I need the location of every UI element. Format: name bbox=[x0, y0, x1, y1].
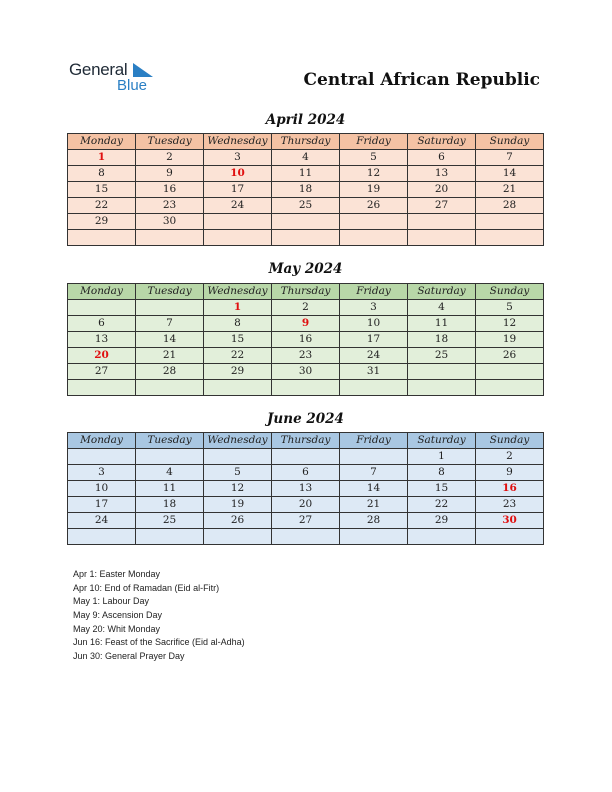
day-cell: 10 bbox=[340, 316, 408, 332]
day-cell bbox=[68, 300, 136, 316]
day-cell: 12 bbox=[476, 316, 544, 332]
week-row bbox=[68, 465, 544, 481]
day-cell: 28 bbox=[340, 513, 408, 529]
day-cell: 14 bbox=[476, 166, 544, 182]
logo-triangle-icon bbox=[133, 63, 157, 77]
month-title-april: April 2024 bbox=[265, 112, 346, 128]
week-row bbox=[68, 513, 544, 529]
day-cell bbox=[408, 230, 476, 246]
day-cell: 3 bbox=[68, 465, 136, 481]
weekday-header bbox=[68, 284, 544, 300]
day-cell: 22 bbox=[408, 497, 476, 513]
holiday-item: May 1: Labour Day bbox=[73, 596, 150, 607]
weekday-header-cell: Saturday bbox=[408, 433, 476, 449]
day-cell: 14 bbox=[136, 332, 204, 348]
week-row bbox=[68, 166, 544, 182]
day-cell: 1 bbox=[408, 449, 476, 465]
weekday-header bbox=[68, 134, 544, 150]
day-cell: 30 bbox=[272, 364, 340, 380]
day-cell: 30 bbox=[136, 214, 204, 230]
week-row bbox=[68, 316, 544, 332]
day-cell: 9 bbox=[476, 465, 544, 481]
week-row bbox=[68, 182, 544, 198]
logo bbox=[69, 60, 169, 96]
day-cell: 12 bbox=[340, 166, 408, 182]
week-row bbox=[68, 214, 544, 230]
holiday-item: Apr 1: Easter Monday bbox=[73, 569, 161, 579]
weekday-header-cell: Sunday bbox=[476, 433, 544, 449]
day-cell: 8 bbox=[408, 465, 476, 481]
day-cell: 28 bbox=[136, 364, 204, 380]
day-cell: 5 bbox=[476, 300, 544, 316]
week-row bbox=[68, 198, 544, 214]
day-cell bbox=[340, 529, 408, 545]
day-cell bbox=[204, 449, 272, 465]
day-cell: 18 bbox=[136, 497, 204, 513]
day-cell: 4 bbox=[408, 300, 476, 316]
day-cell bbox=[272, 380, 340, 396]
day-cell bbox=[136, 230, 204, 246]
week-row bbox=[68, 364, 544, 380]
logo-text-blue: Blue bbox=[117, 77, 148, 94]
day-cell: 15 bbox=[408, 481, 476, 497]
holiday-list bbox=[73, 568, 245, 664]
day-cell: 17 bbox=[204, 182, 272, 198]
day-cell bbox=[476, 230, 544, 246]
weekday-header-cell: Monday bbox=[68, 433, 136, 449]
weekday-header-cell: Sunday bbox=[476, 134, 544, 150]
holiday-item: May 9: Ascension Day bbox=[73, 610, 163, 621]
day-cell: 28 bbox=[476, 198, 544, 214]
day-cell bbox=[272, 449, 340, 465]
weekday-header-cell: Friday bbox=[340, 134, 408, 150]
weekday-header-cell: Tuesday bbox=[136, 284, 204, 300]
day-cell: 24 bbox=[204, 198, 272, 214]
weekday-header-cell: Thursday bbox=[272, 284, 340, 300]
day-cell bbox=[68, 380, 136, 396]
day-cell: 24 bbox=[68, 513, 136, 529]
day-cell: 3 bbox=[340, 300, 408, 316]
day-cell: 18 bbox=[272, 182, 340, 198]
day-cell: 27 bbox=[272, 513, 340, 529]
day-cell: 31 bbox=[340, 364, 408, 380]
day-cell: 26 bbox=[340, 198, 408, 214]
day-cell: 19 bbox=[340, 182, 408, 198]
day-cell: 7 bbox=[136, 316, 204, 332]
day-cell bbox=[408, 364, 476, 380]
holiday-item: Apr 10: End of Ramadan (Eid al-Fitr) bbox=[73, 582, 220, 593]
holiday-item: May 20: Whit Monday bbox=[73, 623, 161, 634]
day-cell: 14 bbox=[340, 481, 408, 497]
calendar-may bbox=[67, 283, 544, 396]
week-row bbox=[68, 380, 544, 396]
day-cell: 29 bbox=[408, 513, 476, 529]
day-cell: 15 bbox=[68, 182, 136, 198]
day-cell: 22 bbox=[68, 198, 136, 214]
weekday-header-cell: Wednesday bbox=[204, 433, 272, 449]
day-cell: 29 bbox=[204, 364, 272, 380]
day-cell: 15 bbox=[204, 332, 272, 348]
weekday-header bbox=[68, 433, 544, 449]
day-cell: 7 bbox=[476, 150, 544, 166]
day-cell bbox=[204, 380, 272, 396]
day-cell: 16 bbox=[272, 332, 340, 348]
day-cell: 5 bbox=[340, 150, 408, 166]
day-cell: 2 bbox=[476, 449, 544, 465]
day-cell: 21 bbox=[340, 497, 408, 513]
day-cell: 6 bbox=[272, 465, 340, 481]
weekday-header-cell: Monday bbox=[68, 284, 136, 300]
day-cell: 11 bbox=[408, 316, 476, 332]
day-cell: 5 bbox=[204, 465, 272, 481]
day-cell bbox=[340, 449, 408, 465]
day-cell: 6 bbox=[68, 316, 136, 332]
week-row bbox=[68, 230, 544, 246]
holiday-item: Jun 16: Feast of the Sacrifice (Eid al-Adha) bbox=[73, 637, 245, 648]
week-row bbox=[68, 332, 544, 348]
day-cell: 27 bbox=[68, 364, 136, 380]
day-cell: 4 bbox=[136, 465, 204, 481]
day-cell bbox=[340, 214, 408, 230]
day-cell: 26 bbox=[476, 348, 544, 364]
day-cell: 18 bbox=[408, 332, 476, 348]
day-cell: 2 bbox=[136, 150, 204, 166]
day-cell: 9 bbox=[136, 166, 204, 182]
day-cell bbox=[476, 529, 544, 545]
day-cell: 25 bbox=[272, 198, 340, 214]
day-cell bbox=[340, 230, 408, 246]
weekday-header-cell: Thursday bbox=[272, 134, 340, 150]
day-cell: 13 bbox=[68, 332, 136, 348]
day-cell: 21 bbox=[136, 348, 204, 364]
day-cell: 13 bbox=[272, 481, 340, 497]
day-cell: 19 bbox=[476, 332, 544, 348]
day-cell: 30 bbox=[476, 513, 544, 529]
day-cell: 6 bbox=[408, 150, 476, 166]
weekday-header-cell: Friday bbox=[340, 433, 408, 449]
weekday-header-cell: Wednesday bbox=[204, 284, 272, 300]
day-cell bbox=[272, 214, 340, 230]
day-cell: 1 bbox=[68, 150, 136, 166]
calendar-april bbox=[67, 133, 544, 246]
day-cell: 26 bbox=[204, 513, 272, 529]
day-cell: 7 bbox=[340, 465, 408, 481]
day-cell bbox=[476, 214, 544, 230]
day-cell bbox=[204, 529, 272, 545]
day-cell bbox=[476, 380, 544, 396]
day-cell bbox=[136, 529, 204, 545]
day-cell bbox=[68, 529, 136, 545]
day-cell: 9 bbox=[272, 316, 340, 332]
day-cell: 20 bbox=[272, 497, 340, 513]
month-title-may: May 2024 bbox=[268, 261, 343, 277]
week-row bbox=[68, 497, 544, 513]
day-cell bbox=[408, 380, 476, 396]
day-cell: 19 bbox=[204, 497, 272, 513]
day-cell bbox=[204, 214, 272, 230]
day-cell: 8 bbox=[68, 166, 136, 182]
day-cell bbox=[68, 230, 136, 246]
day-cell: 13 bbox=[408, 166, 476, 182]
day-cell bbox=[408, 529, 476, 545]
day-cell: 8 bbox=[204, 316, 272, 332]
day-cell: 23 bbox=[136, 198, 204, 214]
day-cell: 2 bbox=[272, 300, 340, 316]
week-row bbox=[68, 300, 544, 316]
weekday-header-cell: Saturday bbox=[408, 134, 476, 150]
week-row bbox=[68, 150, 544, 166]
day-cell bbox=[408, 214, 476, 230]
day-cell: 21 bbox=[476, 182, 544, 198]
weekday-header-cell: Wednesday bbox=[204, 134, 272, 150]
day-cell: 27 bbox=[408, 198, 476, 214]
day-cell: 11 bbox=[272, 166, 340, 182]
day-cell bbox=[272, 529, 340, 545]
logo-text-general: General bbox=[69, 60, 128, 79]
day-cell bbox=[476, 364, 544, 380]
day-cell: 10 bbox=[68, 481, 136, 497]
weekday-header-cell: Saturday bbox=[408, 284, 476, 300]
week-row bbox=[68, 529, 544, 545]
day-cell: 12 bbox=[204, 481, 272, 497]
weekday-header-cell: Sunday bbox=[476, 284, 544, 300]
day-cell: 16 bbox=[476, 481, 544, 497]
day-cell bbox=[136, 300, 204, 316]
day-cell bbox=[204, 230, 272, 246]
weekday-header-cell: Friday bbox=[340, 284, 408, 300]
day-cell: 24 bbox=[340, 348, 408, 364]
weekday-header-cell: Monday bbox=[68, 134, 136, 150]
day-cell: 29 bbox=[68, 214, 136, 230]
day-cell bbox=[340, 380, 408, 396]
day-cell: 17 bbox=[340, 332, 408, 348]
day-cell: 25 bbox=[136, 513, 204, 529]
day-cell: 3 bbox=[204, 150, 272, 166]
day-cell: 17 bbox=[68, 497, 136, 513]
week-row bbox=[68, 449, 544, 465]
day-cell: 23 bbox=[476, 497, 544, 513]
day-cell: 25 bbox=[408, 348, 476, 364]
day-cell: 10 bbox=[204, 166, 272, 182]
day-cell bbox=[136, 380, 204, 396]
month-title-june: June 2024 bbox=[267, 411, 344, 427]
week-row bbox=[68, 348, 544, 364]
day-cell: 22 bbox=[204, 348, 272, 364]
week-row bbox=[68, 481, 544, 497]
day-cell: 11 bbox=[136, 481, 204, 497]
day-cell: 4 bbox=[272, 150, 340, 166]
weekday-header-cell: Tuesday bbox=[136, 433, 204, 449]
day-cell bbox=[272, 230, 340, 246]
page-title: Central African Republic bbox=[303, 70, 540, 90]
day-cell bbox=[68, 449, 136, 465]
weekday-header-cell: Tuesday bbox=[136, 134, 204, 150]
day-cell bbox=[136, 449, 204, 465]
day-cell: 16 bbox=[136, 182, 204, 198]
holiday-item: Jun 30: General Prayer Day bbox=[73, 651, 185, 662]
weekday-header-cell: Thursday bbox=[272, 433, 340, 449]
day-cell: 20 bbox=[408, 182, 476, 198]
day-cell: 20 bbox=[68, 348, 136, 364]
calendar-june bbox=[67, 432, 544, 545]
day-cell: 1 bbox=[204, 300, 272, 316]
day-cell: 23 bbox=[272, 348, 340, 364]
